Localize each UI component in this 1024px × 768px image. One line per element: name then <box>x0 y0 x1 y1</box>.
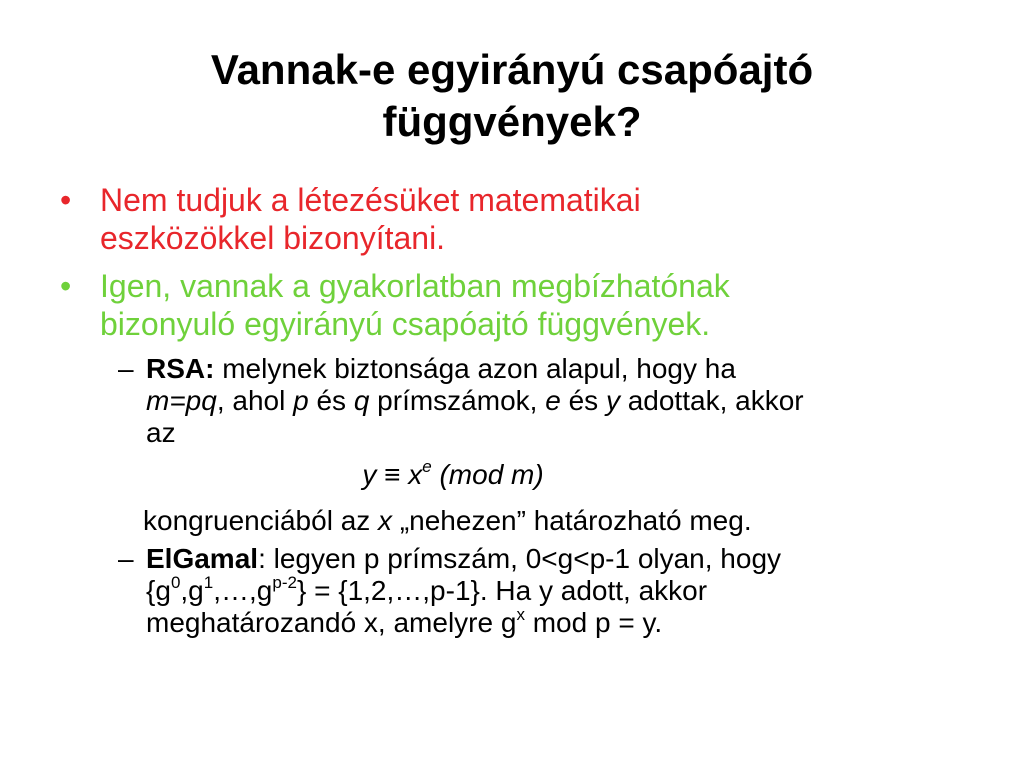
rsa-line-1 <box>146 353 958 385</box>
math-q: q <box>353 385 370 416</box>
elgamal-text: ,g <box>180 575 204 606</box>
superscript: 1 <box>203 573 214 592</box>
superscript: x <box>516 605 525 624</box>
formula-equiv: ≡ <box>376 459 409 490</box>
elgamal-text: } = {1,2,…,p-1}. Ha y adott, akkor <box>296 575 708 606</box>
superscript: p-2 <box>272 573 297 592</box>
rsa-text: prímszámok, <box>369 385 546 416</box>
slide-body <box>58 181 958 639</box>
elgamal-line-2 <box>146 575 958 607</box>
math-x: x <box>378 505 393 536</box>
superscript: 0 <box>170 573 181 592</box>
dash-marker: – <box>118 543 134 574</box>
bullet-marker: • <box>60 182 72 218</box>
formula-exponent: e <box>422 457 432 476</box>
formula-y: y <box>362 459 377 490</box>
cont-text: „nehezen” határozható meg. <box>392 505 752 536</box>
slide-title-line-1: Vannak-e egyirányú csapóajtó <box>210 46 814 93</box>
formula-x: x <box>408 459 423 490</box>
slide-title <box>60 44 964 148</box>
sub-item-elgamal <box>118 543 958 639</box>
bullet-marker: • <box>60 268 72 304</box>
elgamal-text: : legyen p prímszám, 0<g<p-1 olyan, hogy <box>258 543 782 574</box>
slide-title-line-2: függvények? <box>382 98 642 145</box>
rsa-label: RSA: <box>146 353 215 384</box>
elgamal-line-1 <box>146 543 958 575</box>
elgamal-label: ElGamal <box>146 543 259 574</box>
formula-mod: (mod m) <box>431 459 544 490</box>
elgamal-text: {g <box>146 575 171 606</box>
bullet-2-line-1: Igen, vannak a gyakorlatban megbízhatónak <box>100 268 730 304</box>
math-e: e <box>545 385 561 416</box>
rsa-line-2 <box>146 385 958 417</box>
rsa-line-1-text: melynek biztonsága azon alapul, hogy ha <box>214 353 736 384</box>
elgamal-text: ,…,g <box>213 575 273 606</box>
elgamal-text: meghatározandó x, amelyre g <box>146 607 517 638</box>
rsa-text: , ahol <box>216 385 294 416</box>
bullet-item-1 <box>58 181 958 257</box>
math-p: p <box>293 385 309 416</box>
congruence-formula <box>58 459 958 491</box>
bullet-2-line-2: bizonyuló egyirányú csapóajtó függvények. <box>100 306 711 342</box>
rsa-text: és <box>308 385 354 416</box>
sub-item-rsa <box>118 353 958 449</box>
elgamal-line-3 <box>146 607 958 639</box>
rsa-line-3: az <box>146 417 176 448</box>
elgamal-text: mod p = y. <box>524 607 663 638</box>
bullet-item-2 <box>58 267 958 343</box>
rsa-text: adottak, akkor <box>619 385 804 416</box>
bullet-1-line-2: eszközökkel bizonyítani. <box>100 220 446 256</box>
dash-marker: – <box>118 353 134 384</box>
cont-text: kongruenciából az <box>143 505 379 536</box>
math-y: y <box>605 385 620 416</box>
bullet-1-line-1: Nem tudjuk a létezésüket matematikai <box>100 182 641 218</box>
congruence-continuation <box>143 505 958 537</box>
math-m-eq-pq: m=pq <box>146 385 217 416</box>
rsa-text: és <box>560 385 606 416</box>
